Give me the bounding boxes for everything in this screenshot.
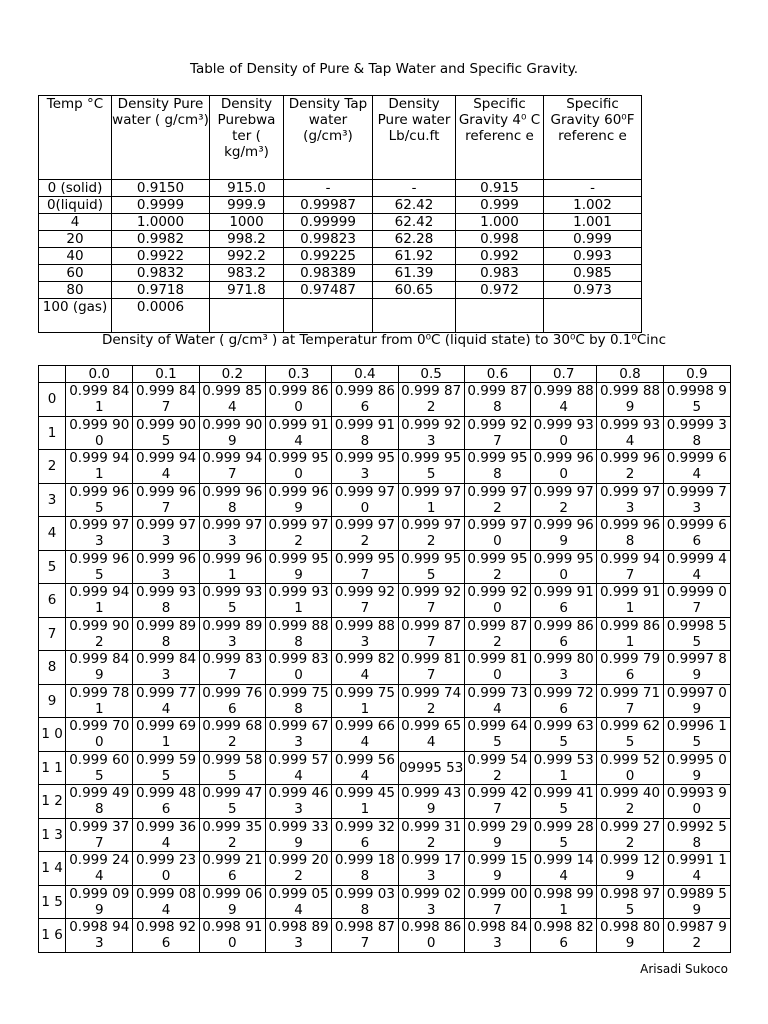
- table-cell: 0.999 893: [199, 617, 265, 651]
- table-cell: 0.999 878: [464, 383, 530, 417]
- table-row: [39, 299, 642, 333]
- column-header: Density Pure water ( g/cm³): [112, 96, 210, 180]
- table-row: [39, 265, 642, 282]
- row-header: 3: [39, 483, 66, 517]
- table-cell: 0.999 564: [332, 751, 398, 785]
- table-cell: 0.999 883: [332, 617, 398, 651]
- table-cell: -: [544, 180, 642, 197]
- table-cell: 0.9999 07: [663, 584, 730, 618]
- table-cell: 0.999 923: [398, 416, 464, 450]
- table-cell: [210, 299, 284, 333]
- row-header: 1 4: [39, 852, 66, 886]
- table-cell: 0.999 944: [133, 450, 199, 484]
- table-cell: 0.915: [456, 180, 544, 197]
- table-cell: 100 (gas): [39, 299, 112, 333]
- table-cell: 0.999 595: [133, 751, 199, 785]
- table-cell: 0.999 935: [199, 584, 265, 618]
- table-cell: 0.999: [544, 231, 642, 248]
- table-cell: 0.999 866: [332, 383, 398, 417]
- table-cell: 0.999 038: [332, 885, 398, 919]
- table-cell: 0.999 585: [199, 751, 265, 785]
- table-cell: 0.999 909: [199, 416, 265, 450]
- table-cell: 60: [39, 265, 112, 282]
- table-cell: 0.9987 92: [663, 919, 730, 953]
- table-cell: 0.999 144: [531, 852, 597, 886]
- table-cell: 1000: [210, 214, 284, 231]
- table-row: [39, 517, 731, 551]
- table-cell: 0.999 969: [265, 483, 331, 517]
- density-specific-gravity-table: [38, 95, 642, 333]
- table-cell: 0.999 339: [265, 818, 331, 852]
- column-header: 0.0: [66, 366, 133, 383]
- table-cell: 0.999 352: [199, 818, 265, 852]
- table-cell: 0.992: [456, 248, 544, 265]
- column-header: Specific Gravity 4⁰ C referenc e: [456, 96, 544, 180]
- column-header: 0.6: [464, 366, 530, 383]
- table-cell: 0.9998 95: [663, 383, 730, 417]
- table-cell: 0.9991 14: [663, 852, 730, 886]
- table-row: [39, 180, 642, 197]
- table-cell: 0.999 299: [464, 818, 530, 852]
- table-cell: 0.999 888: [265, 617, 331, 651]
- table-cell: 60.65: [373, 282, 456, 299]
- table-cell: 0.999 968: [199, 483, 265, 517]
- table-cell: 0.998 877: [332, 919, 398, 953]
- table-cell: 0.999 973: [597, 483, 663, 517]
- table-cell: 0.999 717: [597, 684, 663, 718]
- table-cell: 0.999 664: [332, 718, 398, 752]
- table-cell: 40: [39, 248, 112, 265]
- table-cell: 0.999 531: [531, 751, 597, 785]
- table-cell: 0.999 774: [133, 684, 199, 718]
- table-cell: [456, 299, 544, 333]
- table-cell: 0.999 023: [398, 885, 464, 919]
- table-cell: 0.999 726: [531, 684, 597, 718]
- table-cell: 0.999 312: [398, 818, 464, 852]
- row-header: 7: [39, 617, 66, 651]
- table-cell: 0.999 475: [199, 785, 265, 819]
- table-row: [39, 718, 731, 752]
- table-cell: 0.999 972: [265, 517, 331, 551]
- table-cell: 0.998 910: [199, 919, 265, 953]
- table-row: [39, 885, 731, 919]
- table-cell: 0.999 766: [199, 684, 265, 718]
- table-cell: 0.999 972: [464, 483, 530, 517]
- table-cell: 0.999 742: [398, 684, 464, 718]
- table-cell: 0.999 841: [66, 383, 133, 417]
- table-cell: 0.998 943: [66, 919, 133, 953]
- table-cell: 0.9998 55: [663, 617, 730, 651]
- column-header: 0.3: [265, 366, 331, 383]
- column-header: 0.1: [133, 366, 199, 383]
- table-cell: 0.999 947: [199, 450, 265, 484]
- table-cell: 992.2: [210, 248, 284, 265]
- table-cell: 0.99823: [284, 231, 373, 248]
- table-cell: 0.9996 15: [663, 718, 730, 752]
- column-header: Density Purebwa ter ( kg/m³): [210, 96, 284, 180]
- table-cell: 0.999 377: [66, 818, 133, 852]
- table-cell: 0.999 902: [66, 617, 133, 651]
- table-cell: 0.999 971: [398, 483, 464, 517]
- table-cell: 0.999 542: [464, 751, 530, 785]
- table-cell: 0.999 364: [133, 818, 199, 852]
- table-cell: 0.999 866: [531, 617, 597, 651]
- table-cell: 0.999 955: [398, 450, 464, 484]
- table-cell: 0.999 099: [66, 885, 133, 919]
- table-cell: 0.999 962: [597, 450, 663, 484]
- table-cell: 0.999 847: [133, 383, 199, 417]
- table-row: [39, 751, 731, 785]
- table-cell: 0.97487: [284, 282, 373, 299]
- table-cell: 0.999 959: [265, 550, 331, 584]
- table-cell: 0.9999 44: [663, 550, 730, 584]
- table-cell: 0.985: [544, 265, 642, 282]
- table-cell: 0.999 968: [597, 517, 663, 551]
- row-header: 1 0: [39, 718, 66, 752]
- table-cell: 0.9999 73: [663, 483, 730, 517]
- table-cell: 0.999 965: [66, 550, 133, 584]
- row-header: 5: [39, 550, 66, 584]
- table-cell: 0.999 202: [265, 852, 331, 886]
- table-cell: 0.999 691: [133, 718, 199, 752]
- table-cell: 999.9: [210, 197, 284, 214]
- table-cell: 0.9995 09: [663, 751, 730, 785]
- table-row: [39, 651, 731, 685]
- table-cell: 0.999 849: [66, 651, 133, 685]
- table-cell: 0.998 860: [398, 919, 464, 953]
- table-cell: 20: [39, 231, 112, 248]
- table-cell: 0.999 810: [464, 651, 530, 685]
- table-cell: 0.999 498: [66, 785, 133, 819]
- table-cell: 0.99999: [284, 214, 373, 231]
- table-cell: 0.999 463: [265, 785, 331, 819]
- table-cell: 0.9997 89: [663, 651, 730, 685]
- table-cell: 0.999 654: [398, 718, 464, 752]
- table-row: [39, 852, 731, 886]
- column-header: 0.7: [531, 366, 597, 383]
- table-cell: 0.9997 09: [663, 684, 730, 718]
- table-cell: 0.999 854: [199, 383, 265, 417]
- table-cell: 0.999 605: [66, 751, 133, 785]
- table-cell: 0.999 970: [464, 517, 530, 551]
- table-cell: 0.999 965: [66, 483, 133, 517]
- table-cell: 0.999 934: [597, 416, 663, 450]
- column-header: Density Tap water (g/cm³): [284, 96, 373, 180]
- table-cell: 0.999 751: [332, 684, 398, 718]
- table-cell: 0.998 991: [531, 885, 597, 919]
- column-header: 0.9: [663, 366, 730, 383]
- table-cell: 0.999 803: [531, 651, 597, 685]
- table-cell: 0.973: [544, 282, 642, 299]
- table-cell: 62.28: [373, 231, 456, 248]
- table-cell: 0.999 973: [66, 517, 133, 551]
- table-subtitle: Density of Water ( g/cm³ ) at Temperatur from 0⁰C (liquid state) to 30⁰C by 0.1⁰Cinc: [101, 332, 666, 348]
- table-cell: 0.999 173: [398, 852, 464, 886]
- table-cell: 0.9982: [112, 231, 210, 248]
- table-cell: 1.000: [456, 214, 544, 231]
- table-cell: 0.98389: [284, 265, 373, 282]
- table-cell: 62.42: [373, 214, 456, 231]
- table-cell: [373, 299, 456, 333]
- row-header: 1 3: [39, 818, 66, 852]
- row-header: 1 6: [39, 919, 66, 953]
- table-cell: 0.999 244: [66, 852, 133, 886]
- table-cell: 0.999 069: [199, 885, 265, 919]
- row-header: 2: [39, 450, 66, 484]
- table-cell: 0.998 826: [531, 919, 597, 953]
- table-row: [39, 383, 731, 417]
- table-cell: 983.2: [210, 265, 284, 282]
- table-row: [39, 416, 731, 450]
- table-cell: 0.999 941: [66, 584, 133, 618]
- table-title: Table of Density of Pure & Tap Water and Specific Gravity.: [189, 61, 579, 77]
- table-cell: 0.9999 66: [663, 517, 730, 551]
- table-cell: 0 (solid): [39, 180, 112, 197]
- table-cell: 0.999 905: [133, 416, 199, 450]
- table-cell: 0.999 955: [398, 550, 464, 584]
- table-cell: 0.999 972: [398, 517, 464, 551]
- table-cell: 0.999 285: [531, 818, 597, 852]
- table-cell: [284, 299, 373, 333]
- table-cell: -: [284, 180, 373, 197]
- table-cell: 0.999 877: [398, 617, 464, 651]
- row-header: 1 5: [39, 885, 66, 919]
- table-cell: 0.999 961: [199, 550, 265, 584]
- row-header: 8: [39, 651, 66, 685]
- table-cell: 1.002: [544, 197, 642, 214]
- table-cell: 0.999 129: [597, 852, 663, 886]
- row-header: 1: [39, 416, 66, 450]
- table-cell: 0.999 843: [133, 651, 199, 685]
- column-header: Temp °C: [39, 96, 112, 180]
- table-cell: 0.999 272: [597, 818, 663, 852]
- table-cell: 0.9832: [112, 265, 210, 282]
- table-cell: 0.0006: [112, 299, 210, 333]
- column-header: 0.5: [398, 366, 464, 383]
- table-cell: 09995 53: [398, 751, 464, 785]
- table-cell: 1.001: [544, 214, 642, 231]
- table-cell: 0.999: [456, 197, 544, 214]
- table-cell: 0(liquid): [39, 197, 112, 214]
- row-header: 0: [39, 383, 66, 417]
- table-cell: 0.999 969: [531, 517, 597, 551]
- row-header: 6: [39, 584, 66, 618]
- table-cell: 0.999 824: [332, 651, 398, 685]
- table-row: [39, 550, 731, 584]
- table-cell: 0.999 958: [464, 450, 530, 484]
- table-row: [39, 450, 731, 484]
- table-cell: 0.999 230: [133, 852, 199, 886]
- table-cell: 971.8: [210, 282, 284, 299]
- table-cell: 0.999 451: [332, 785, 398, 819]
- table-cell: 0.999 402: [597, 785, 663, 819]
- table-cell: 0.999 860: [265, 383, 331, 417]
- row-header: 9: [39, 684, 66, 718]
- column-header: 0.8: [597, 366, 663, 383]
- table-row: [39, 684, 731, 718]
- row-header: 1 1: [39, 751, 66, 785]
- table-cell: 0.999 947: [597, 550, 663, 584]
- table-cell: 915.0: [210, 180, 284, 197]
- table-cell: 0.999 950: [265, 450, 331, 484]
- table-cell: 0.999 953: [332, 450, 398, 484]
- table-cell: 0.999 872: [464, 617, 530, 651]
- table-cell: 0.999 007: [464, 885, 530, 919]
- table-cell: 0.999 930: [531, 416, 597, 450]
- table-cell: 0.999 574: [265, 751, 331, 785]
- table-cell: 61.39: [373, 265, 456, 282]
- column-header: Density Pure water Lb/cu.ft: [373, 96, 456, 180]
- row-header: 4: [39, 517, 66, 551]
- table-row: [39, 919, 731, 953]
- table-row: [39, 617, 731, 651]
- table-cell: 0.999 889: [597, 383, 663, 417]
- table-cell: 0.999 635: [531, 718, 597, 752]
- table-cell: 0.999 216: [199, 852, 265, 886]
- table-row: [39, 214, 642, 231]
- table-cell: 0.999 817: [398, 651, 464, 685]
- table-cell: 0.999 952: [464, 550, 530, 584]
- table-cell: 0.999 673: [265, 718, 331, 752]
- table-cell: 61.92: [373, 248, 456, 265]
- table-cell: 0.999 781: [66, 684, 133, 718]
- column-header: 0.2: [199, 366, 265, 383]
- table-row: [39, 584, 731, 618]
- table-cell: 0.9993 90: [663, 785, 730, 819]
- table-cell: 0.99225: [284, 248, 373, 265]
- table-cell: 0.99987: [284, 197, 373, 214]
- table-cell: 0.999 054: [265, 885, 331, 919]
- table-row: [39, 231, 642, 248]
- table-cell: 0.9989 59: [663, 885, 730, 919]
- table-cell: 0.999 700: [66, 718, 133, 752]
- table-cell: 0.9999: [112, 197, 210, 214]
- table-cell: 0.998 843: [464, 919, 530, 953]
- column-header: [39, 366, 66, 383]
- column-header: Specific Gravity 60⁰F referenc e: [544, 96, 642, 180]
- table-cell: 0.999 967: [133, 483, 199, 517]
- table-cell: 0.999 645: [464, 718, 530, 752]
- table-cell: 0.999 159: [464, 852, 530, 886]
- column-header: 0.4: [332, 366, 398, 383]
- table-cell: 0.999 796: [597, 651, 663, 685]
- table-cell: 0.999 938: [133, 584, 199, 618]
- header-row: [39, 366, 731, 383]
- table-cell: 0.999 972: [531, 483, 597, 517]
- table-cell: 4: [39, 214, 112, 231]
- table-cell: 0.9922: [112, 248, 210, 265]
- header-row: [39, 96, 642, 180]
- table-cell: 0.999 920: [464, 584, 530, 618]
- table-cell: 0.999 931: [265, 584, 331, 618]
- table-cell: 0.9992 58: [663, 818, 730, 852]
- row-header: 1 2: [39, 785, 66, 819]
- table-cell: 0.998 926: [133, 919, 199, 953]
- table-cell: 0.999 326: [332, 818, 398, 852]
- table-cell: 0.999 950: [531, 550, 597, 584]
- table-cell: 0.999 439: [398, 785, 464, 819]
- table-row: [39, 818, 731, 852]
- table-cell: 0.999 960: [531, 450, 597, 484]
- table-cell: 998.2: [210, 231, 284, 248]
- table-cell: 0.998 809: [597, 919, 663, 953]
- table-cell: 0.999 625: [597, 718, 663, 752]
- table-cell: 0.9150: [112, 180, 210, 197]
- table-cell: 0.993: [544, 248, 642, 265]
- table-cell: 0.999 963: [133, 550, 199, 584]
- density-by-temperature-table: [38, 365, 731, 953]
- table-cell: 0.999 837: [199, 651, 265, 685]
- table-cell: 0.999 415: [531, 785, 597, 819]
- table-cell: 0.999 973: [133, 517, 199, 551]
- table-cell: 0.999 914: [265, 416, 331, 450]
- table-cell: -: [373, 180, 456, 197]
- table-row: [39, 248, 642, 265]
- table-cell: 0.998: [456, 231, 544, 248]
- table-cell: 0.999 970: [332, 483, 398, 517]
- table-row: [39, 785, 731, 819]
- table-cell: 0.999 520: [597, 751, 663, 785]
- table-cell: 0.999 830: [265, 651, 331, 685]
- table-cell: 0.9999 64: [663, 450, 730, 484]
- table-cell: 0.999 884: [531, 383, 597, 417]
- table-cell: 62.42: [373, 197, 456, 214]
- table-cell: 0.999 682: [199, 718, 265, 752]
- table-cell: 0.999 941: [66, 450, 133, 484]
- table-cell: 0.999 927: [464, 416, 530, 450]
- table-cell: 0.999 084: [133, 885, 199, 919]
- author-credit: Arisadi Sukoco: [640, 962, 728, 976]
- table-cell: 0.999 957: [332, 550, 398, 584]
- table-cell: 0.998 893: [265, 919, 331, 953]
- table-cell: 0.999 188: [332, 852, 398, 886]
- table-row: [39, 483, 731, 517]
- table-cell: 0.972: [456, 282, 544, 299]
- table-cell: 0.999 900: [66, 416, 133, 450]
- table-cell: 0.999 898: [133, 617, 199, 651]
- table-cell: 0.999 973: [199, 517, 265, 551]
- table-cell: [544, 299, 642, 333]
- table-cell: 0.999 916: [531, 584, 597, 618]
- table-cell: 0.999 918: [332, 416, 398, 450]
- table-cell: 0.999 861: [597, 617, 663, 651]
- table-cell: 0.999 427: [464, 785, 530, 819]
- table-cell: 0.998 975: [597, 885, 663, 919]
- table-cell: 1.0000: [112, 214, 210, 231]
- table-cell: 0.999 972: [332, 517, 398, 551]
- table-cell: 80: [39, 282, 112, 299]
- table-cell: 0.9999 38: [663, 416, 730, 450]
- table-cell: 0.999 927: [398, 584, 464, 618]
- table-cell: 0.999 872: [398, 383, 464, 417]
- table-cell: 0.999 758: [265, 684, 331, 718]
- table-row: [39, 197, 642, 214]
- table-cell: 0.999 911: [597, 584, 663, 618]
- table-cell: 0.999 486: [133, 785, 199, 819]
- table-cell: 0.999 927: [332, 584, 398, 618]
- table-cell: 0.9718: [112, 282, 210, 299]
- table-row: [39, 282, 642, 299]
- table-cell: 0.999 734: [464, 684, 530, 718]
- table-cell: 0.983: [456, 265, 544, 282]
